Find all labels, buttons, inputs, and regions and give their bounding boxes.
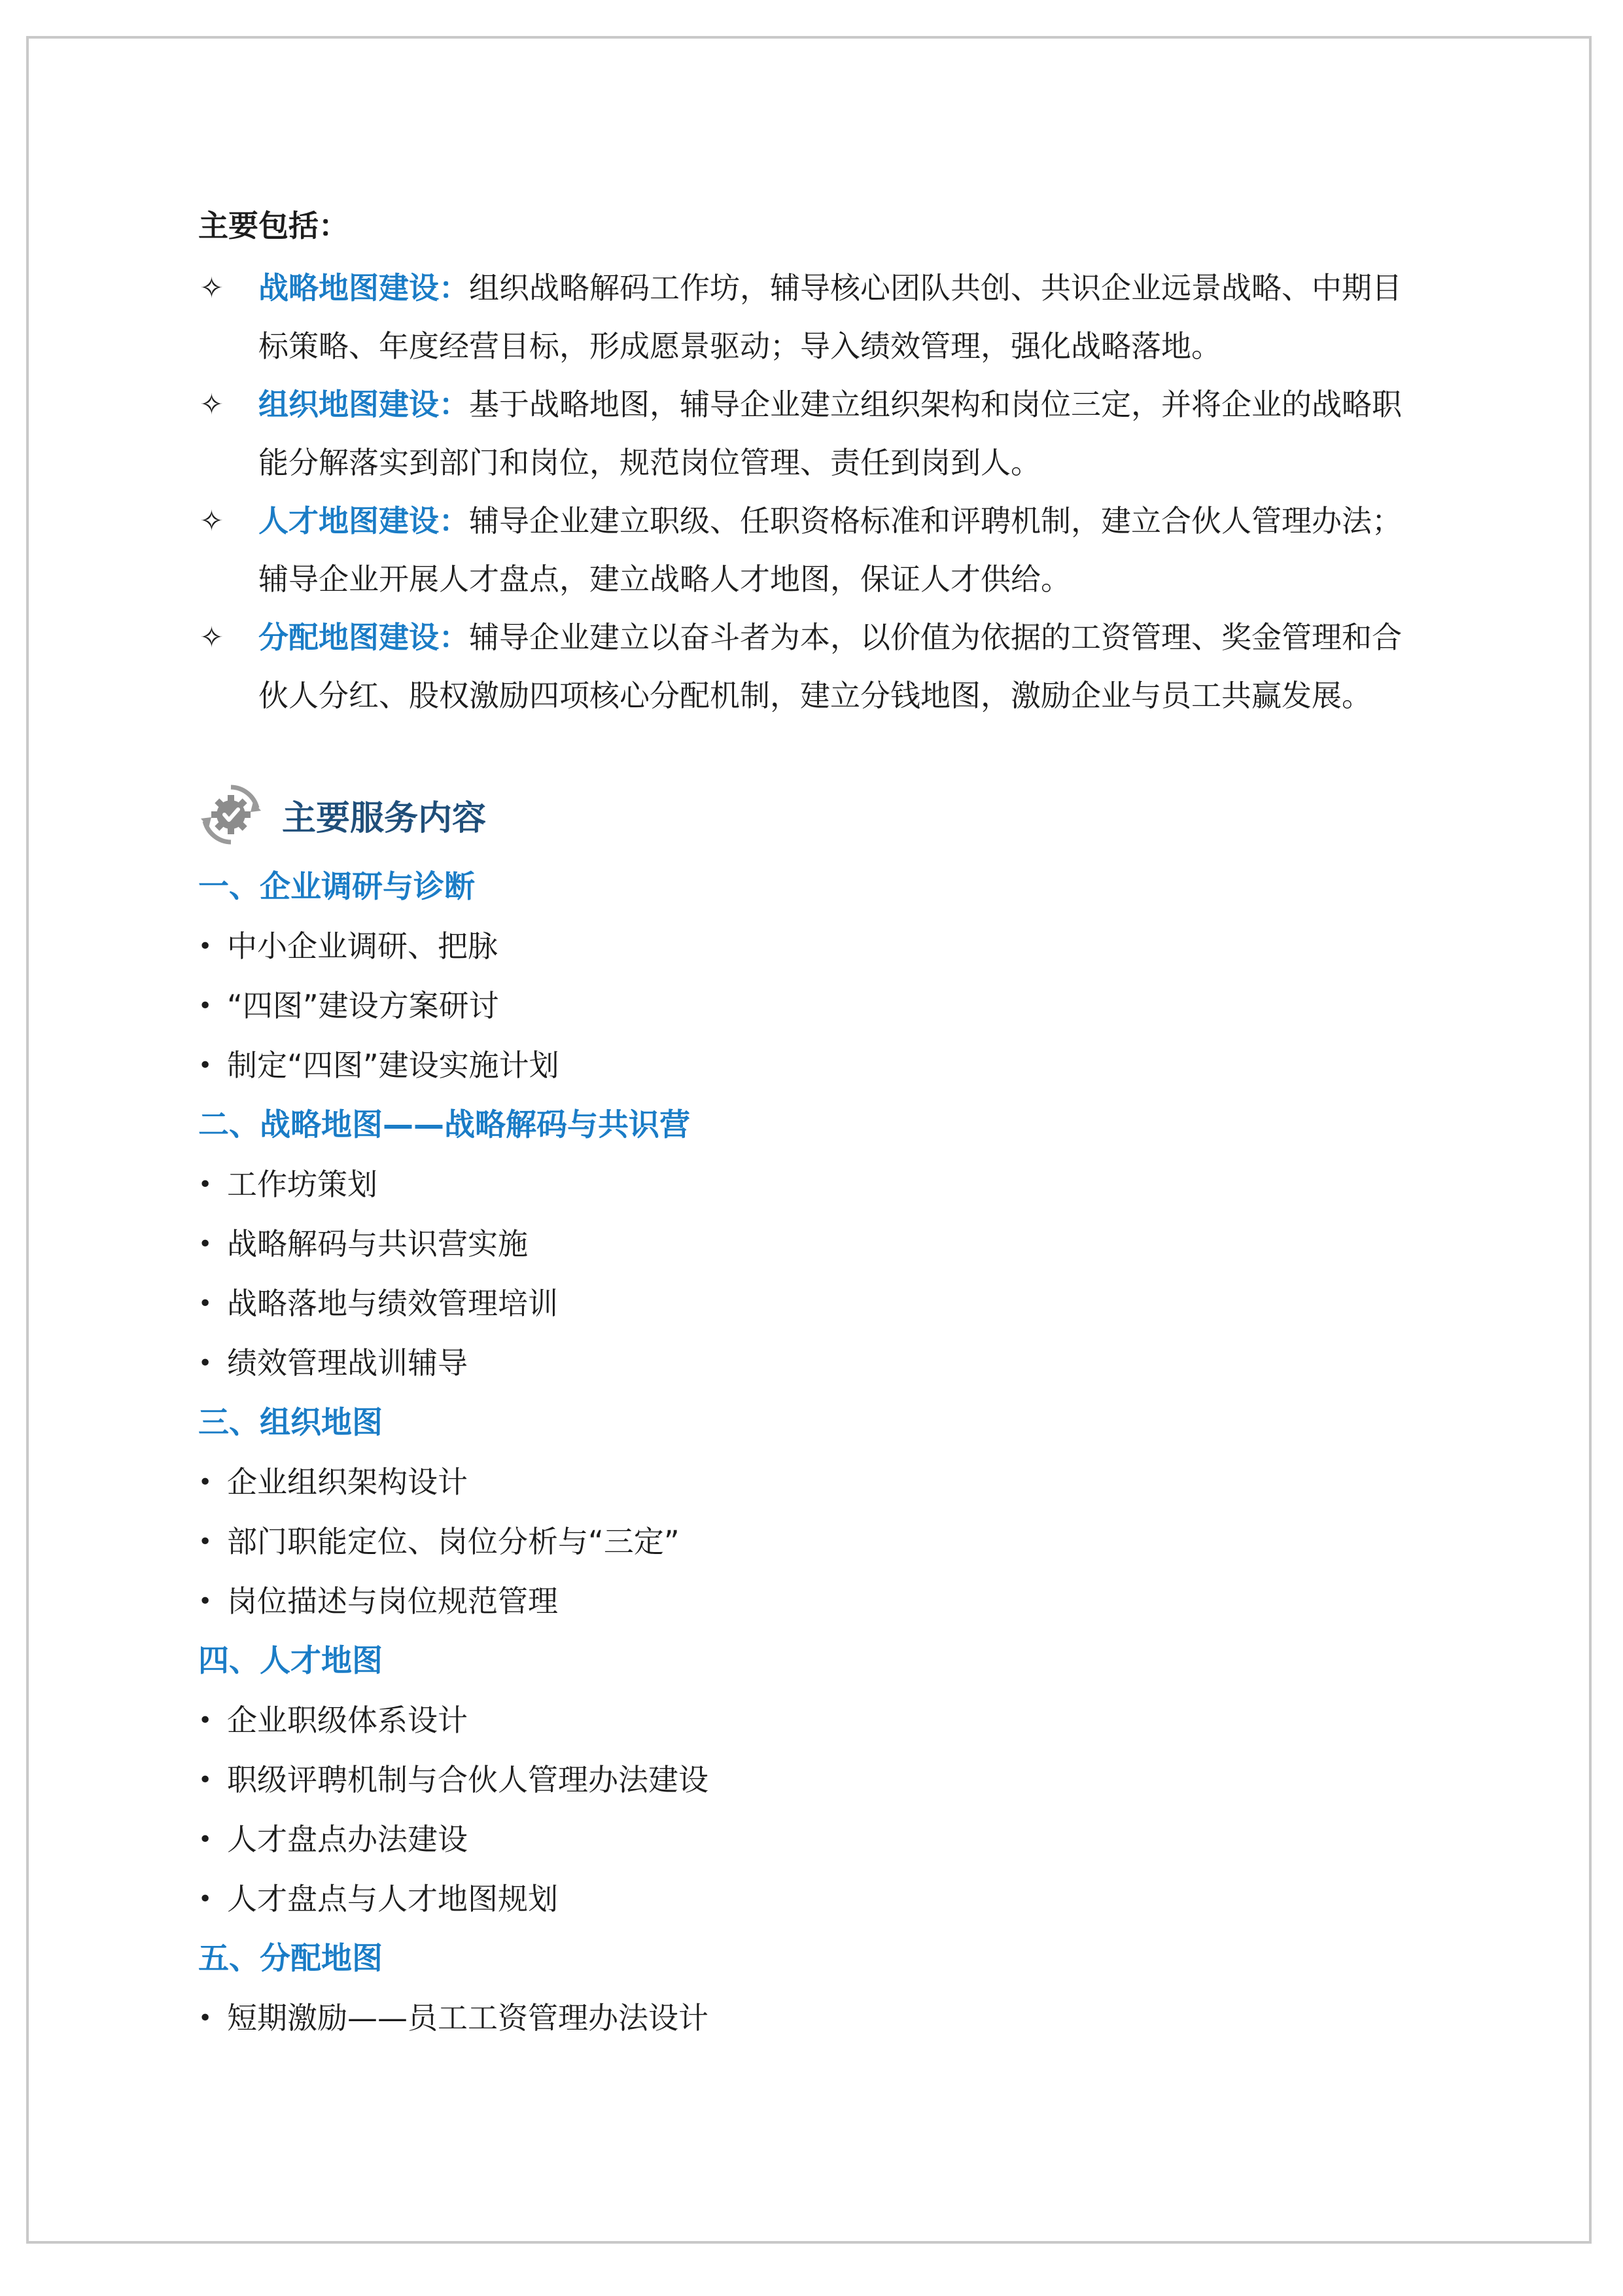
diamond-star-icon: ✧ bbox=[200, 504, 224, 538]
list-item: • 部门职能定位、岗位分析与“三定” bbox=[198, 1512, 1428, 1572]
bullet-dot-icon: • bbox=[198, 1052, 213, 1079]
gear-cycle-icon bbox=[198, 782, 264, 847]
bullet-strategy-map bbox=[198, 259, 1428, 376]
bullet-dot-icon: • bbox=[198, 1886, 213, 1913]
bullet-text: 基于战略地图，辅导企业建立组织架构和岗位三定，并将企业的战略职能分解落实到部门和岗位，规范岗位管理、责任到岗到人。 bbox=[258, 387, 1402, 480]
bullet-text: 组织战略解码工作坊，辅导核心团队共创、共识企业远景战略、中期目标策略、年度经营目标，形成愿景驱动；导入绩效管理，强化战略落地。 bbox=[258, 270, 1402, 364]
bullet-dot-icon: • bbox=[198, 1171, 213, 1198]
list-item: • 职级评聘机制与合伙人管理办法建设 bbox=[198, 1750, 1428, 1810]
service-group-org bbox=[198, 1393, 1428, 1631]
bullet-dot-icon: • bbox=[198, 1707, 213, 1734]
group-heading: 二、战略地图——战略解码与共识营 bbox=[198, 1107, 690, 1143]
section-title: 主要服务内容 bbox=[282, 798, 487, 838]
diamond-star-icon: ✧ bbox=[200, 388, 224, 421]
list-item: • 企业职级体系设计 bbox=[198, 1691, 1428, 1750]
section-header bbox=[198, 779, 1428, 851]
list-item: • 战略落地与绩效管理培训 bbox=[198, 1274, 1428, 1333]
list-item: • 战略解码与共识营实施 bbox=[198, 1214, 1428, 1274]
bullet-dot-icon: • bbox=[198, 1290, 213, 1317]
bullet-dot-icon: • bbox=[198, 1826, 213, 1853]
list-item: • 企业组织架构设计 bbox=[198, 1453, 1428, 1512]
group-heading: 三、组织地图 bbox=[198, 1405, 383, 1441]
bullet-label: 分配地图建设： bbox=[258, 620, 469, 655]
list-item: • 岗位描述与岗位规范管理 bbox=[198, 1572, 1428, 1631]
list-item: • 人才盘点办法建设 bbox=[198, 1810, 1428, 1869]
bullet-org-map bbox=[198, 376, 1428, 492]
service-group-distribution bbox=[198, 1929, 1428, 2048]
list-item: • “四图”建设方案研讨 bbox=[198, 976, 1428, 1036]
service-group-strategy bbox=[198, 1095, 1428, 1393]
bullet-dot-icon: • bbox=[198, 993, 213, 1019]
group-heading: 一、企业调研与诊断 bbox=[198, 869, 475, 905]
list-item: • 制定“四图”建设实施计划 bbox=[198, 1036, 1428, 1095]
bullet-dot-icon: • bbox=[198, 1231, 213, 1258]
bullet-dot-icon: • bbox=[198, 1350, 213, 1377]
list-item: • 绩效管理战训辅导 bbox=[198, 1333, 1428, 1393]
bullet-dot-icon: • bbox=[198, 933, 213, 960]
bullet-text: 辅导企业建立职级、任职资格标准和评聘机制，建立合伙人管理办法；辅导企业开展人才盘点，建立战略人才地图，保证人才供给。 bbox=[258, 503, 1402, 597]
diamond-star-icon: ✧ bbox=[200, 621, 224, 654]
list-item: • 短期激励——员工工资管理办法设计 bbox=[198, 1988, 1428, 2048]
bullet-dot-icon: • bbox=[198, 1767, 213, 1793]
bullet-distribution-map bbox=[198, 609, 1428, 725]
bullet-dot-icon: • bbox=[198, 1588, 213, 1615]
group-heading: 四、人才地图 bbox=[198, 1643, 383, 1679]
bullet-dot-icon: • bbox=[198, 1469, 213, 1496]
bullet-text: 辅导企业建立以奋斗者为本，以价值为依据的工资管理、奖金管理和合伙人分红、股权激励四项核心分配机制，建立分钱地图，激励企业与员工共赢发展。 bbox=[258, 620, 1402, 713]
bullet-label: 组织地图建设： bbox=[258, 387, 469, 422]
list-item: • 人才盘点与人才地图规划 bbox=[198, 1869, 1428, 1929]
diamond-star-icon: ✧ bbox=[200, 272, 224, 305]
group-heading: 五、分配地图 bbox=[198, 1941, 383, 1977]
bullet-dot-icon: • bbox=[198, 1528, 213, 1555]
service-group-talent bbox=[198, 1631, 1428, 1929]
list-item: • 中小企业调研、把脉 bbox=[198, 917, 1428, 976]
bullet-label: 战略地图建设： bbox=[258, 270, 469, 306]
bullet-talent-map bbox=[198, 492, 1428, 609]
document-body bbox=[198, 203, 1428, 2048]
bullet-label: 人才地图建设： bbox=[258, 503, 469, 539]
bullet-dot-icon: • bbox=[198, 2005, 213, 2032]
service-group-survey bbox=[198, 857, 1428, 1095]
list-item: • 工作坊策划 bbox=[198, 1155, 1428, 1214]
intro-heading: 主要包括： bbox=[198, 208, 349, 243]
